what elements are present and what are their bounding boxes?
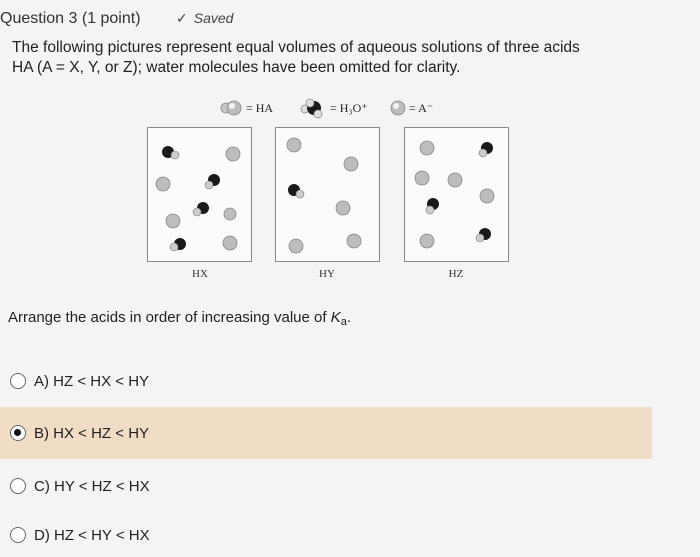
option-b[interactable] [0,407,652,459]
option-a[interactable] [0,360,700,402]
option-c[interactable] [0,465,700,507]
molecule-a [287,138,301,152]
molecule-a [480,189,494,203]
molecule-a [226,147,240,161]
radio-button[interactable] [10,478,26,494]
hz-molecules [405,128,510,263]
radio-button-selected[interactable] [10,425,26,441]
saved-label: Saved [193,10,234,26]
molecule-a [420,141,434,155]
molecule-ha [193,202,209,216]
arrange-suffix: . [346,309,351,326]
hx-molecules [148,128,253,263]
legend-a-label: = A⁻ [409,100,434,115]
legend [0,100,700,122]
h3o-molecule-icon [300,100,328,116]
molecule-ha [288,184,304,198]
a-ion-icon [389,100,407,116]
option-label: A) HZ < HX < HY [34,372,150,390]
question-line-2: HA (A = X, Y, or Z); water molecules have been omitted for clarity. [12,59,461,76]
molecule-ha [205,174,220,189]
solution-box-hy [275,127,380,262]
question-label: Question 3 (1 point) [0,10,141,27]
box-caption-hy: HY [319,268,335,280]
option-label: C) HY < HZ < HX [34,477,150,495]
molecule-a [166,214,180,228]
hy-molecules [276,128,381,263]
solution-box-hx [147,127,252,262]
option-label: B) HX < HZ < HY [34,424,150,442]
molecule-a [344,157,358,171]
legend-h3o [300,100,368,116]
legend-h3o-label: = H₃O⁺ [330,100,368,115]
radio-button[interactable] [10,373,26,389]
saved-status [176,10,233,27]
option-d[interactable] [0,514,700,556]
molecule-a [224,208,236,220]
question-text [12,38,652,78]
option-label: D) HZ < HY < HX [34,526,150,544]
molecule-a [347,234,361,248]
arrange-prompt [8,309,351,328]
molecule-a [415,171,429,185]
legend-ha [220,100,273,116]
legend-a [389,100,433,116]
molecule-a [223,236,237,250]
radio-button[interactable] [10,527,26,543]
molecule-ha [479,142,493,157]
molecule-ha [426,198,439,214]
molecule-a [448,173,462,187]
ka-symbol: K [330,309,341,326]
molecule-ha [162,146,179,159]
molecule-a [156,177,170,191]
molecule-ha [170,238,186,251]
solution-box-hz [404,127,509,262]
box-caption-hx: HX [192,268,208,280]
check-icon: ✓ [176,10,188,26]
molecule-a [420,234,434,248]
ha-molecule-icon [220,100,244,116]
molecule-a [336,201,350,215]
box-caption-hz: HZ [448,268,464,280]
question-line-1: The following pictures represent equal volumes of aqueous solutions of three acids [12,39,580,56]
molecule-ha [476,228,491,242]
legend-ha-label: = HA [246,100,274,115]
ka-subscript: a [340,316,347,328]
arrange-prefix: Arrange the acids in order of increasing value of [8,309,331,326]
molecule-a [289,239,303,253]
